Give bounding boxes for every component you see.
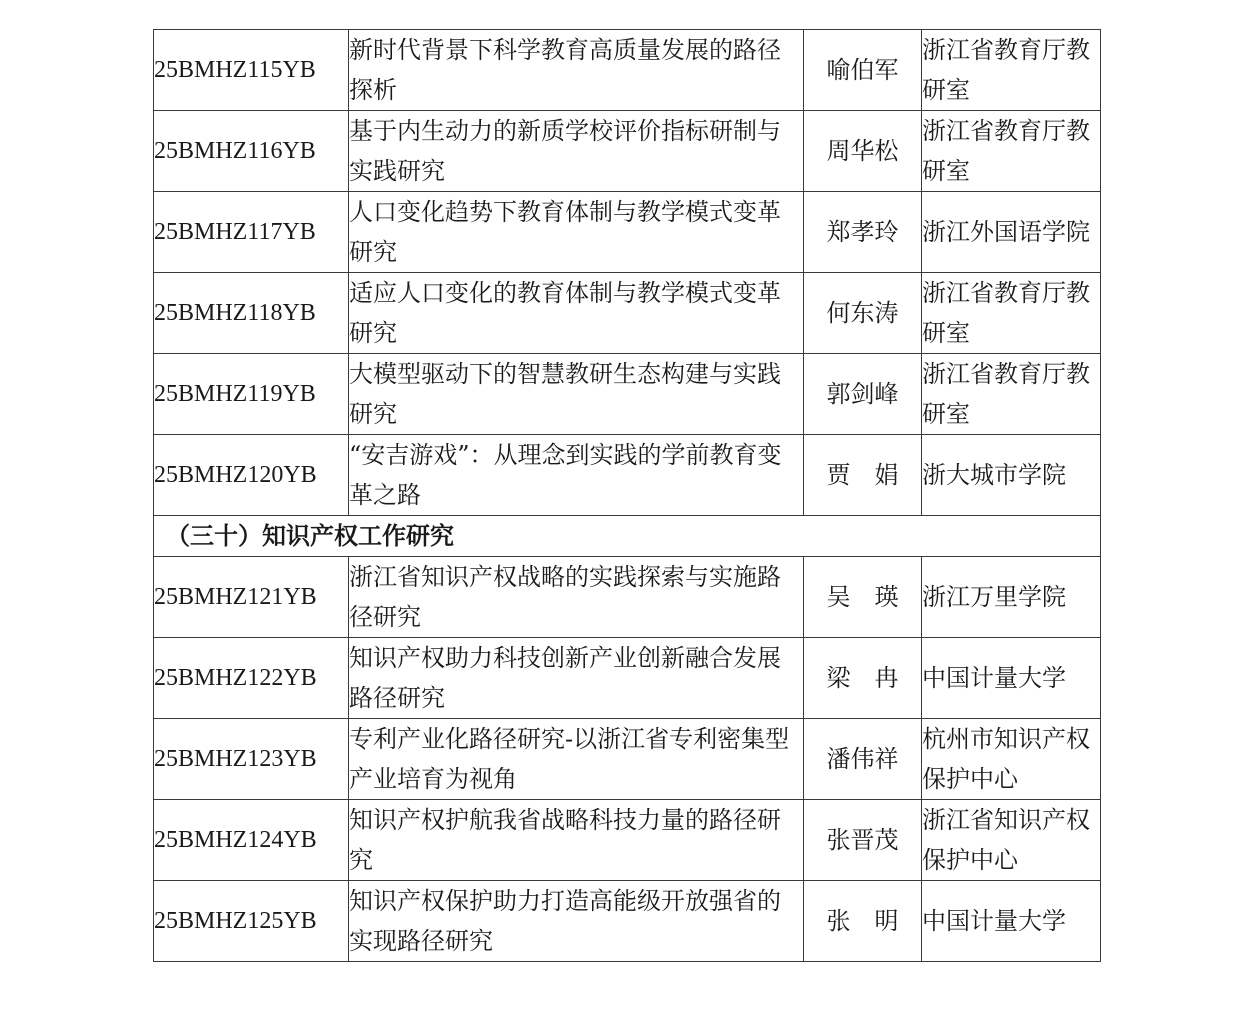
table-row <box>154 354 1101 435</box>
project-code: 25BMHZ122YB <box>154 638 349 719</box>
project-institution: 浙江省教育厅教研室 <box>922 111 1101 192</box>
project-title: 适应人口变化的教育体制与教学模式变革研究 <box>349 273 804 354</box>
project-title: 基于内生动力的新质学校评价指标研制与实践研究 <box>349 111 804 192</box>
project-author: 郑孝玲 <box>804 192 922 273</box>
project-table <box>153 29 1101 962</box>
project-institution: 浙江省教育厅教研室 <box>922 273 1101 354</box>
project-title: 人口变化趋势下教育体制与教学模式变革研究 <box>349 192 804 273</box>
project-author: 张 明 <box>804 881 922 962</box>
project-title: 新时代背景下科学教育高质量发展的路径探析 <box>349 30 804 111</box>
project-institution: 浙江万里学院 <box>922 557 1101 638</box>
project-institution: 浙大城市学院 <box>922 435 1101 516</box>
project-code: 25BMHZ120YB <box>154 435 349 516</box>
project-code: 25BMHZ123YB <box>154 719 349 800</box>
table-row <box>154 111 1101 192</box>
project-title: “安吉游戏”：从理念到实践的学前教育变革之路 <box>349 435 804 516</box>
project-code: 25BMHZ125YB <box>154 881 349 962</box>
project-author: 张晋茂 <box>804 800 922 881</box>
section-header-row <box>154 516 1101 557</box>
table-row <box>154 273 1101 354</box>
project-institution: 中国计量大学 <box>922 881 1101 962</box>
project-institution: 浙江省知识产权保护中心 <box>922 800 1101 881</box>
project-title: 知识产权保护助力打造高能级开放强省的实现路径研究 <box>349 881 804 962</box>
section-title: （三十）知识产权工作研究 <box>154 516 1101 557</box>
project-title: 浙江省知识产权战略的实践探索与实施路径研究 <box>349 557 804 638</box>
project-institution: 浙江省教育厅教研室 <box>922 354 1101 435</box>
project-author: 喻伯军 <box>804 30 922 111</box>
table-row <box>154 881 1101 962</box>
project-code: 25BMHZ124YB <box>154 800 349 881</box>
project-author: 郭剑峰 <box>804 354 922 435</box>
project-code: 25BMHZ115YB <box>154 30 349 111</box>
project-code: 25BMHZ117YB <box>154 192 349 273</box>
project-author: 何东涛 <box>804 273 922 354</box>
table-row <box>154 30 1101 111</box>
project-code: 25BMHZ116YB <box>154 111 349 192</box>
table-row <box>154 638 1101 719</box>
table-row <box>154 192 1101 273</box>
project-author: 潘伟祥 <box>804 719 922 800</box>
project-author: 梁 冉 <box>804 638 922 719</box>
project-institution: 中国计量大学 <box>922 638 1101 719</box>
table-row <box>154 557 1101 638</box>
project-title: 知识产权助力科技创新产业创新融合发展路径研究 <box>349 638 804 719</box>
project-code: 25BMHZ118YB <box>154 273 349 354</box>
project-author: 吴 瑛 <box>804 557 922 638</box>
project-author: 贾 娟 <box>804 435 922 516</box>
project-institution: 杭州市知识产权保护中心 <box>922 719 1101 800</box>
project-title: 大模型驱动下的智慧教研生态构建与实践研究 <box>349 354 804 435</box>
project-title: 知识产权护航我省战略科技力量的路径研究 <box>349 800 804 881</box>
table-row <box>154 719 1101 800</box>
project-institution: 浙江省教育厅教研室 <box>922 30 1101 111</box>
project-title: 专利产业化路径研究-以浙江省专利密集型产业培育为视角 <box>349 719 804 800</box>
project-author: 周华松 <box>804 111 922 192</box>
project-code: 25BMHZ119YB <box>154 354 349 435</box>
table-row <box>154 435 1101 516</box>
project-code: 25BMHZ121YB <box>154 557 349 638</box>
table-row <box>154 800 1101 881</box>
project-institution: 浙江外国语学院 <box>922 192 1101 273</box>
